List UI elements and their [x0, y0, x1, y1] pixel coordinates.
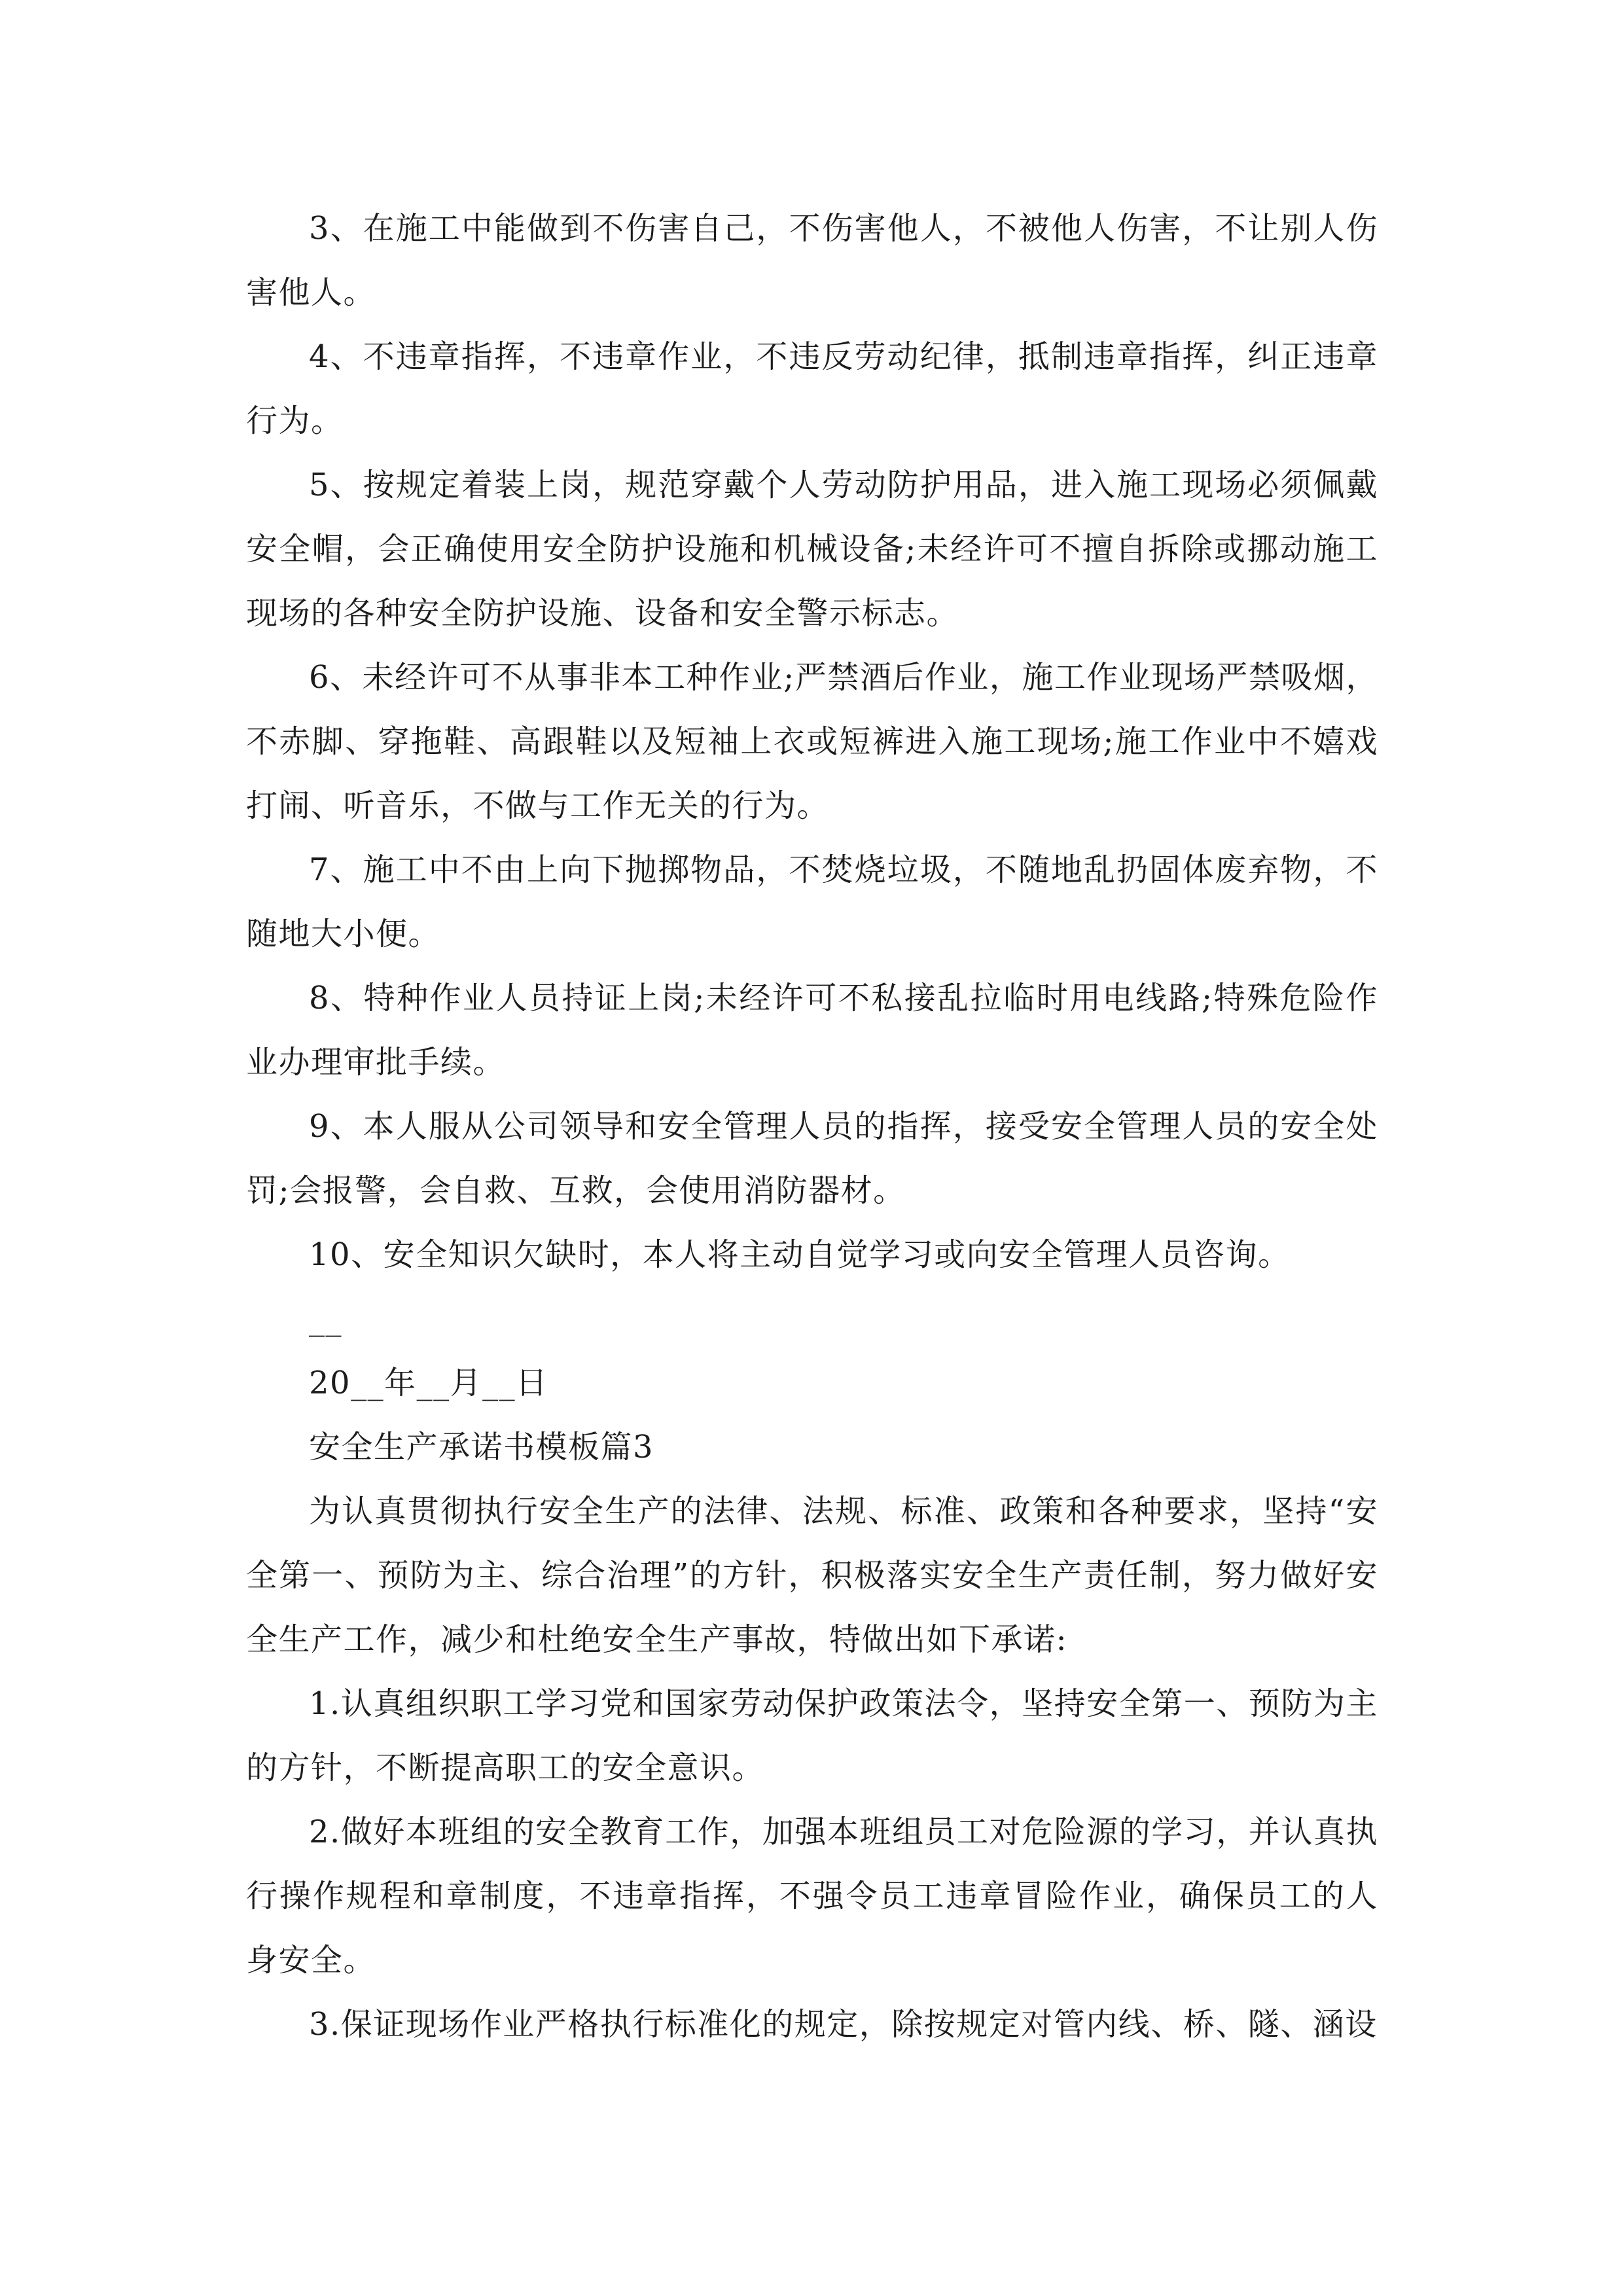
- section-title: 安全生产承诺书模板篇3: [309, 1429, 654, 1465]
- intro-paragraph: 为认真贯彻执行安全生产的法律、法规、标准、政策和各种要求，坚持“安全第一、预防为主、综合治理”的方针，积极落实安全生产责任制，努力做好安全生产工作，减少和杜绝安全生产事故，特做出如下承诺:: [246, 1493, 1378, 1658]
- paragraph-item-10: 10、安全知识欠缺时，本人将主动自觉学习或向安全管理人员咨询。: [309, 1236, 1291, 1273]
- paragraph-item-5: 5、按规定着装上岗，规范穿戴个人劳动防护用品，进入施工现场必须佩戴安全帽，会正确使用安全防护设施和机械设备;未经许可不擅自拆除或挪动施工现场的各种安全防护设施、设备和安全警示标志。: [246, 467, 1378, 632]
- date-line: 20__年__月__日: [309, 1365, 548, 1401]
- document-body: [246, 196, 1378, 2056]
- commitment-item-3: 3.保证现场作业严格执行标准化的规定，除按规定对管内线、桥、隧、涵设: [309, 2006, 1378, 2043]
- signature-line: __: [309, 1300, 342, 1337]
- commitment-item-1: 1.认真组织职工学习党和国家劳动保护政策法令，坚持安全第一、预防为主的方针，不断提高职工的安全意识。: [246, 1685, 1378, 1786]
- paragraph-item-9: 9、本人服从公司领导和安全管理人员的指挥，接受安全管理人员的安全处罚;会报警，会自救、互救，会使用消防器材。: [246, 1108, 1378, 1209]
- paragraph-item-3: 3、在施工中能做到不伤害自己，不伤害他人，不被他人伤害，不让别人伤害他人。: [246, 210, 1378, 311]
- paragraph-item-4: 4、不违章指挥，不违章作业，不违反劳动纪律，抵制违章指挥，纠正违章行为。: [246, 338, 1378, 439]
- commitment-item-2: 2.做好本班组的安全教育工作，加强本班组员工对危险源的学习，并认真执行操作规程和章制度，不违章指挥，不强令员工违章冒险作业，确保员工的人身安全。: [246, 1814, 1378, 1979]
- paragraph-item-8: 8、特种作业人员持证上岗;未经许可不私接乱拉临时用电线路;特殊危险作业办理审批手续。: [246, 980, 1378, 1081]
- paragraph-item-6: 6、未经许可不从事非本工种作业;严禁酒后作业，施工作业现场严禁吸烟，不赤脚、穿拖鞋、高跟鞋以及短袖上衣或短裤进入施工现场;施工作业中不嬉戏打闹、听音乐，不做与工作无关的行为。: [246, 659, 1378, 824]
- paragraph-item-7: 7、施工中不由上向下抛掷物品，不焚烧垃圾，不随地乱扔固体废弃物，不随地大小便。: [246, 852, 1378, 952]
